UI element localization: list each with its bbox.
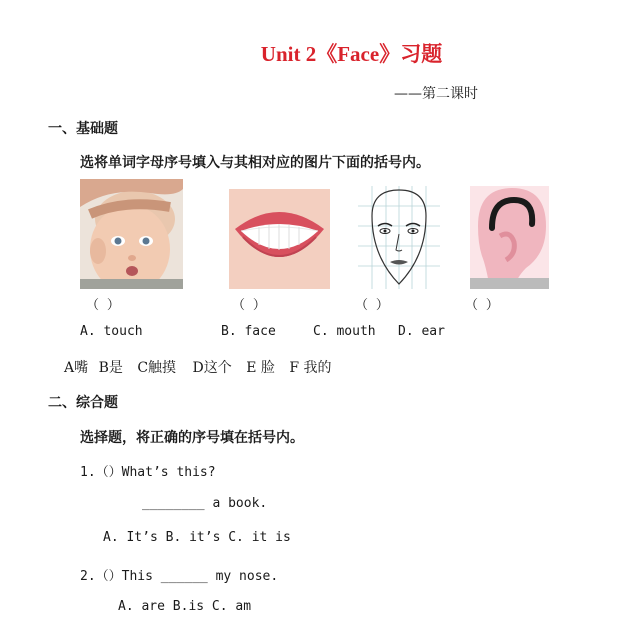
meaning-f: F 我的 (289, 360, 332, 376)
picture-3-answer-bracket[interactable]: （ ） (355, 298, 389, 313)
section-1-instruction: 选将单词字母序号填入与其相对应的图片下面的括号内。 (80, 155, 430, 171)
picture-4-answer-bracket[interactable]: （ ） (465, 298, 499, 313)
question-1-choices: A. It’s B. it’s C. it is (103, 530, 291, 545)
meaning-b: B是 (98, 360, 123, 376)
meaning-options-row (64, 357, 331, 377)
option-c-mouth: C. mouth (313, 324, 376, 339)
page-subtitle: ——第二课时 (394, 86, 478, 102)
question-1-stem: 1.（）What’s this? (80, 465, 216, 480)
face-sketch-drawing (358, 186, 440, 289)
page-title: Unit 2《Face》习题 (260, 42, 443, 66)
option-d-ear: D. ear (398, 324, 445, 339)
meaning-e: E 脸 (246, 360, 275, 376)
section-2-instruction: 选择题，将正确的序号填在括号内。 (80, 430, 304, 446)
ear-illustration (470, 186, 549, 289)
picture-1-answer-bracket[interactable]: （ ） (86, 298, 120, 313)
meaning-d: D这个 (192, 360, 232, 376)
section-1-heading: 一、基础题 (48, 121, 118, 137)
question-1-answer-line[interactable]: ________ a book. (142, 496, 268, 511)
meaning-c: C触摸 (137, 360, 177, 376)
option-a-touch: A. touch (80, 324, 143, 339)
baby-forehead-photo (80, 179, 183, 289)
section-2-heading: 二、综合题 (48, 395, 118, 411)
option-b-face: B. face (221, 324, 276, 339)
question-2-stem: 2.（）This ______ my nose. (80, 569, 279, 584)
smiling-mouth-photo (229, 189, 330, 289)
question-2-choices: A. are B.is C. am (118, 599, 252, 614)
picture-2-answer-bracket[interactable]: （ ） (232, 298, 266, 313)
meaning-a: A嘴 (64, 360, 89, 376)
